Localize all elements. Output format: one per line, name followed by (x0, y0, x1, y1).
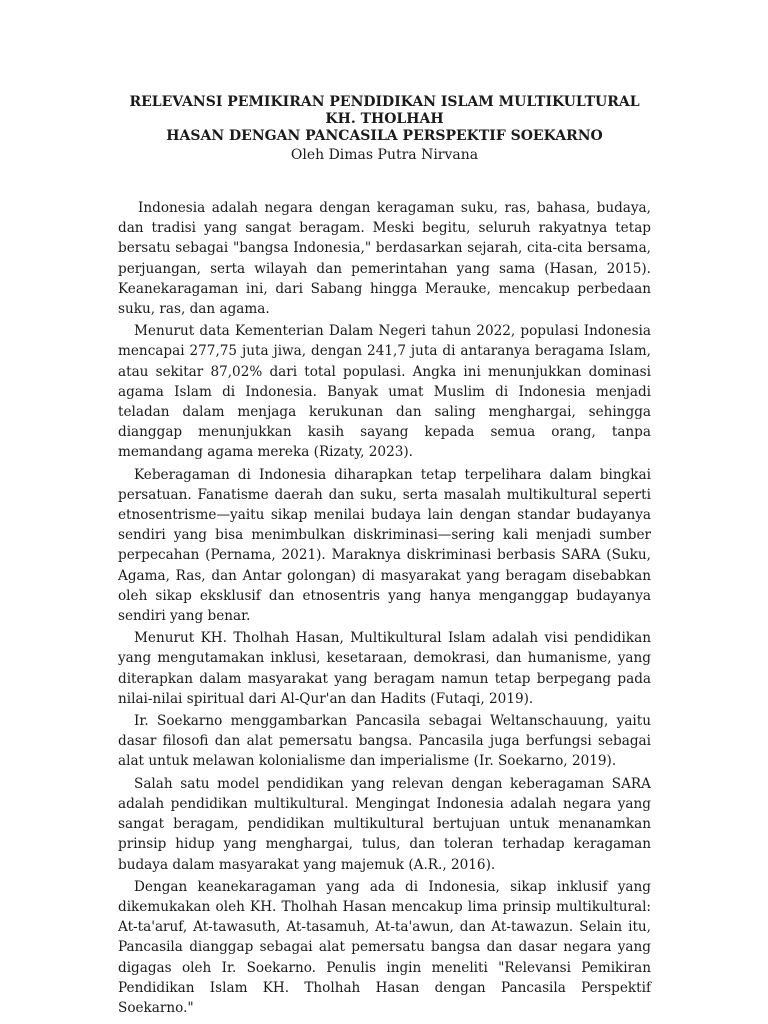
document-body (118, 198, 651, 1018)
paragraph-3: Keberagaman di Indonesia diharapkan tetap terpelihara dalam bingkai persatuan. Fanatisme daerah dan suku, serta masalah multikultural seperti etnosentrisme—yaitu sikap menilai budaya lain dengan standar budayanya sendiri yang bisa menimbulkan diskriminasi—sering kali menjadi sumber perpecahan (Pernama, 2021). Maraknya diskriminasi berbasis SARA (Suku, Agama, Ras, dan Antar golongan) di masyarakat yang beragam disebabkan oleh sikap eksklusif dan etnosentris yang hanya menganggap budayanya sendiri yang benar. (118, 466, 651, 625)
paragraph-5: Ir. Soekarno menggambarkan Pancasila sebagai Weltanschauung, yaitu dasar filosofi dan alat pemersatu bangsa. Pancasila juga berfungsi sebagai alat untuk melawan kolonialisme dan imperialisme (Ir. Soekarno, 2019). (118, 713, 651, 770)
author-byline: Oleh Dimas Putra Nirvana (290, 147, 479, 163)
paragraph-4: Menurut KH. Tholhah Hasan, Multikultural Islam adalah visi pendidikan yang mengutamakan inklusi, kesetaraan, demokrasi, dan humanisme, yang diterapkan dalam masyarakat yang beragam namun tetap berpegang pada nilai-nilai spiritual dari Al-Qur'an dan Hadits (Futaqi, 2019). (118, 630, 651, 707)
paragraph-7: Dengan keanekaragaman yang ada di Indonesia, sikap inklusif yang dikemukakan oleh KH. Tholhah Hasan mencakup lima prinsip multikultural: At-ta'aruf, At-tawasuth, At-tasamuh, At-ta'awun, dan At-tawazun. Selain itu, Pancasila dianggap sebagai alat pemersatu bangsa dan dasar negara yang digagas oleh Ir. Soekarno. Penulis ingin meneliti "Relevansi Pemikiran Pendidikan Islam KH. Tholhah Hasan dengan Pancasila Perspektif Soekarno." (118, 878, 651, 1016)
title-line-2: HASAN DENGAN PANCASILA PERSPEKTIF SOEKARNO (166, 128, 603, 144)
paragraph-6: Salah satu model pendidikan yang relevan dengan keberagaman SARA adalah pendidikan multikultural. Mengingat Indonesia adalah negara yang sangat beragam, pendidikan multikultural bertujuan untuk menanamkan prinsip hidup yang menghargai, tulus, dan toleran terhadap keragaman budaya dalam masyarakat yang majemuk (A.R., 2016). (118, 775, 651, 873)
document-page (118, 94, 651, 1020)
title-line-1: RELEVANSI PEMIKIRAN PENDIDIKAN ISLAM MULTIKULTURAL KH. THOLHAH (129, 94, 640, 127)
paragraph-1: Indonesia adalah negara dengan keragaman suku, ras, bahasa, budaya, dan tradisi yang sangat beragam. Meski begitu, seluruh rakyatnya tetap bersatu sebagai "bangsa Indonesia," berdasarkan sejarah, cita-cita bersama, perjuangan, serta wilayah dan pemerintahan yang sama (Hasan, 2015). Keanekaragaman ini, dari Sabang hingga Merauke, mencakup perbedaan suku, ras, dan agama. (118, 200, 651, 318)
document-title (118, 94, 651, 145)
paragraph-2: Menurut data Kementerian Dalam Negeri tahun 2022, populasi Indonesia mencapai 277,75 juta jiwa, dengan 241,7 juta di antaranya beragama Islam, atau sekitar 87,02% dari total populasi. Angka ini menunjukkan dominasi agama Islam di Indonesia. Banyak umat Muslim di Indonesia menjadi teladan dalam menjaga kerukunan dan saling menghargai, sehingga dianggap menunjukkan kasih sayang kepada semua orang, tanpa memandang agama mereka (Rizaty, 2023). (118, 323, 651, 461)
